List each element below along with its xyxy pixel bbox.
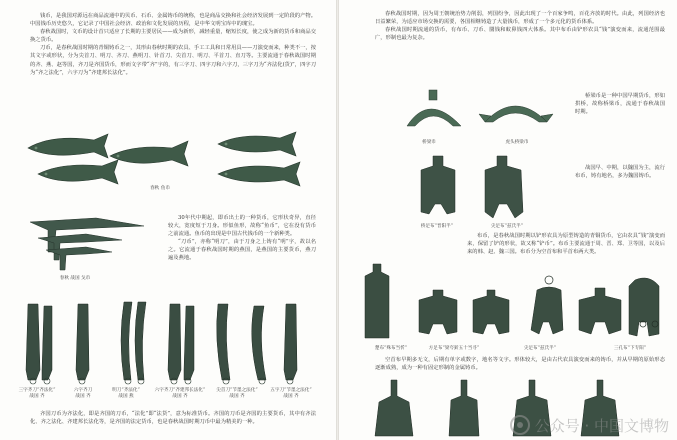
coin-caption: 尖足布“兹氏半” bbox=[523, 346, 557, 351]
right-page bbox=[339, 0, 677, 440]
knife-caption: 六字齐刀 战国 齐 bbox=[73, 388, 93, 399]
intro-text bbox=[30, 12, 316, 77]
wechat-icon bbox=[510, 415, 530, 435]
coin-caption: 三孔布“下专阳” bbox=[613, 346, 647, 351]
bridge-coins-photo bbox=[399, 86, 555, 140]
hollow-spade-text bbox=[375, 356, 665, 372]
spade-caption: 尖足布“兹氏半” bbox=[490, 224, 524, 229]
paragraph: 齐国刀币为齐法化，即是齐国的刀币，“法化”即“法货”，意为标准货币。齐国的刀币是齐国的主要货币，其中有齐法化、齐之法化、齐建邦长法化等，是齐国的法定货币，也是春秋战国时期刀币中最为精美的一种。 bbox=[30, 411, 316, 426]
watermark-label: 公众号 · 中国文博物 bbox=[534, 416, 669, 435]
paragraph: 钱币，是我国对源远在商品流通中的贝币、石币、金属铸币的统称，也是商品交换和社会经济发展到一定阶段的产物。中国钱币历史悠久，它记录了中国社会经济、政治和文化发展的历程，是中华文明宝库中的瑰宝。 bbox=[30, 13, 316, 28]
fish-caption: 春秋 鱼币 bbox=[150, 186, 170, 191]
paragraph: 空首布早期多无文，后期有单字或数字，地名等文字。形体较大，是由古代农具演变而来的铸币，并从早期的原始形态逐渐成熟，成为一种有固定形制的金属铸币。 bbox=[375, 357, 665, 372]
knife-caption: 六字齐刀“齐建邦长法化” 战国 齐 bbox=[154, 388, 206, 399]
knife-text bbox=[168, 214, 316, 263]
knife-caption: 尖首刀“节墨之法化” 战国 齐 bbox=[216, 388, 258, 399]
spade-history-text bbox=[467, 232, 665, 256]
coin-caption: 楚布“殊布当忻” bbox=[374, 346, 408, 351]
paragraph: “刀币”，亦称“明刀”，由于刀身之上铸有“明”字，故以名之。它流通于春秋战国时期的燕国，是燕国的主要货币，燕刀遍及燕地。 bbox=[168, 239, 316, 262]
paragraph: 刀币，是春秋战国时期的青铜铸币之一，其形由春秋时期的农具、手工工具和日常用具——刀演变而来，种类不一，按其文字或形状，分为尖首刀、明刀、齐刀、燕明刀、针首刀、尖首刀、明刀、平首刀、直刀等。主要流通于春秋战国时期的齐、燕、赵等国，齐刀是齐国货币，形而文字带“齐”字的，有三字刀、四字刀和六字刀，三字刀为“齐法化(货)”，四字刀为“齐之法化”，六字刀为“齐建邦长法化”。 bbox=[30, 45, 316, 76]
knife-caption: 明刀“齐法化” 战国 燕 bbox=[112, 388, 140, 399]
paragraph: 战国早、中期，以魏国为主，流行布币，铸有地名，多为魏国铸币。 bbox=[575, 165, 665, 180]
knife-caption: 三字齐刀“齐法化” 战国 齐 bbox=[18, 388, 56, 399]
bridge-text bbox=[575, 92, 665, 116]
flat-spade-coins-photo bbox=[359, 260, 665, 346]
paragraph: 布币，是春秋战国时期以铲形农具为原型铸造的青铜货币，它由农具“钱”演变而来，保留了铲的形状，故又称“铲币”。布币主要流通于周、晋、郑、卫等国，以及后来的韩、赵、魏三国。布币分为空首布和平首布两大类。 bbox=[467, 233, 665, 256]
paragraph: 春秋战国时期，因为周王朝统治势力削弱，列国纷争，因此出现了一个百家争鸣，百花齐放的时代。由此，列国经济也日益繁荣，为适应市场交换的需要，各国相继铸造了大量钱币，形成了一个多元化的货币体系。 bbox=[375, 11, 665, 26]
left-page bbox=[0, 0, 336, 440]
coin-caption: 方足布“梁夸釿五十当寽” bbox=[428, 346, 480, 351]
paragraph: 春秋战国时，文币的设计首只适应了长期的主要居民——成为新形，减轻重量，缩短长度，使之成为新的货币和商品交换之货币。 bbox=[30, 29, 316, 44]
paragraph: 桥梁币是一种中国早期货币，形如拱桥，故称桥梁币，流通于春秋战国时期。 bbox=[575, 93, 665, 116]
paragraph: 春秋战国时期流通的货币，有布币、刀币、圜钱和蚁鼻钱四大体系。其中布币由铲形农具“钱”演变而来，流通范围最广，形制也最为复杂。 bbox=[375, 27, 665, 42]
knife-caption: 五字刀“节墨之法化” 战国 齐 bbox=[270, 388, 312, 399]
halberd-coins-photo bbox=[26, 212, 146, 274]
halberd-caption: 春秋 战国 戈币 bbox=[59, 276, 91, 281]
spade-text bbox=[575, 164, 665, 180]
watermark bbox=[510, 414, 669, 436]
paragraph: 30年代中期起，即币出土的一种货币，它形状奇异，直径较大，宽度短于刀身。形似鱼形，故称“鱼币”，它在没有货币之前流通。鱼币的出现是中国古代钱币的一个新种类。 bbox=[168, 215, 316, 238]
bridge-caption: 桥梁币 bbox=[422, 140, 436, 145]
spade-caption: 桥足布“晋阳半” bbox=[420, 224, 454, 229]
bridge-caption: 虎头桥梁币 bbox=[505, 140, 529, 145]
knife-coins-photo bbox=[18, 300, 318, 386]
intro-text bbox=[375, 10, 665, 42]
closing-text bbox=[30, 410, 316, 426]
spade-coins-photo bbox=[411, 152, 541, 222]
